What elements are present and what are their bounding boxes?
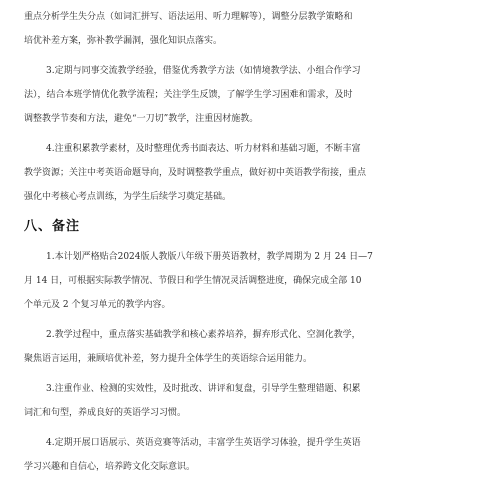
paragraph-line: 调整教学节奏和方法，避免“一刀切”教学，注重因材施教。 [24,114,259,124]
paragraph-line: 强化中考核心考点训练，为学生后续学习奠定基础。 [24,192,232,202]
paragraph-line: 4.注重积累教学素材，及时整理优秀书面表达、听力材料和基础习题，不断丰富 [46,144,361,154]
paragraph-line: 2.教学过程中，重点落实基础教学和核心素养培养，摒弃形式化、空洞化教学， [46,330,361,340]
paragraph-line: 月 14 日，可根据实际教学情况、节假日和学生情况灵活调整进度，确保完成全部 10 [24,276,362,286]
paragraph-line: 学习兴趣和自信心，培养跨文化交际意识。 [24,462,196,472]
paragraph-line: 重点分析学生失分点（如词汇拼写、语法运用、听力理解等），调整分层教学策略和 [24,12,353,22]
paragraph-line: 1.本计划严格贴合2024版人教版八年级下册英语教材，教学周期为 2 月 24 日—7 [46,252,373,262]
paragraph-line: 3.定期与同事交流教学经验，借鉴优秀教学方法（如情境教学法、小组合作学习 [46,66,361,76]
paragraph-line: 法），结合本班学情优化教学流程；关注学生反馈，了解学生学习困难和需求，及时 [24,90,353,100]
paragraph-line: 个单元及 2 个复习单元的教学内容。 [24,300,171,310]
paragraph-line: 词汇和句型，养成良好的英语学习习惯。 [24,408,187,418]
paragraph-line: 教学资源；关注中考英语命题导向，及时调整教学重点，做好初中英语教学衔接，重点 [24,168,367,178]
section-heading: 八、备注 [24,219,81,234]
paragraph-line: 聚焦语言运用，兼顾培优补差，努力提升全体学生的英语综合运用能力。 [24,354,313,364]
paragraph-line: 培优补差方案，弥补教学漏洞，强化知识点落实。 [24,36,223,46]
paragraph-line: 3.注重作业、检测的实效性，及时批改、讲评和复盘，引导学生整理错题、积累 [46,384,361,394]
paragraph-line: 4.定期开展口语展示、英语竞赛等活动，丰富学生英语学习体验，提升学生英语 [46,438,361,448]
